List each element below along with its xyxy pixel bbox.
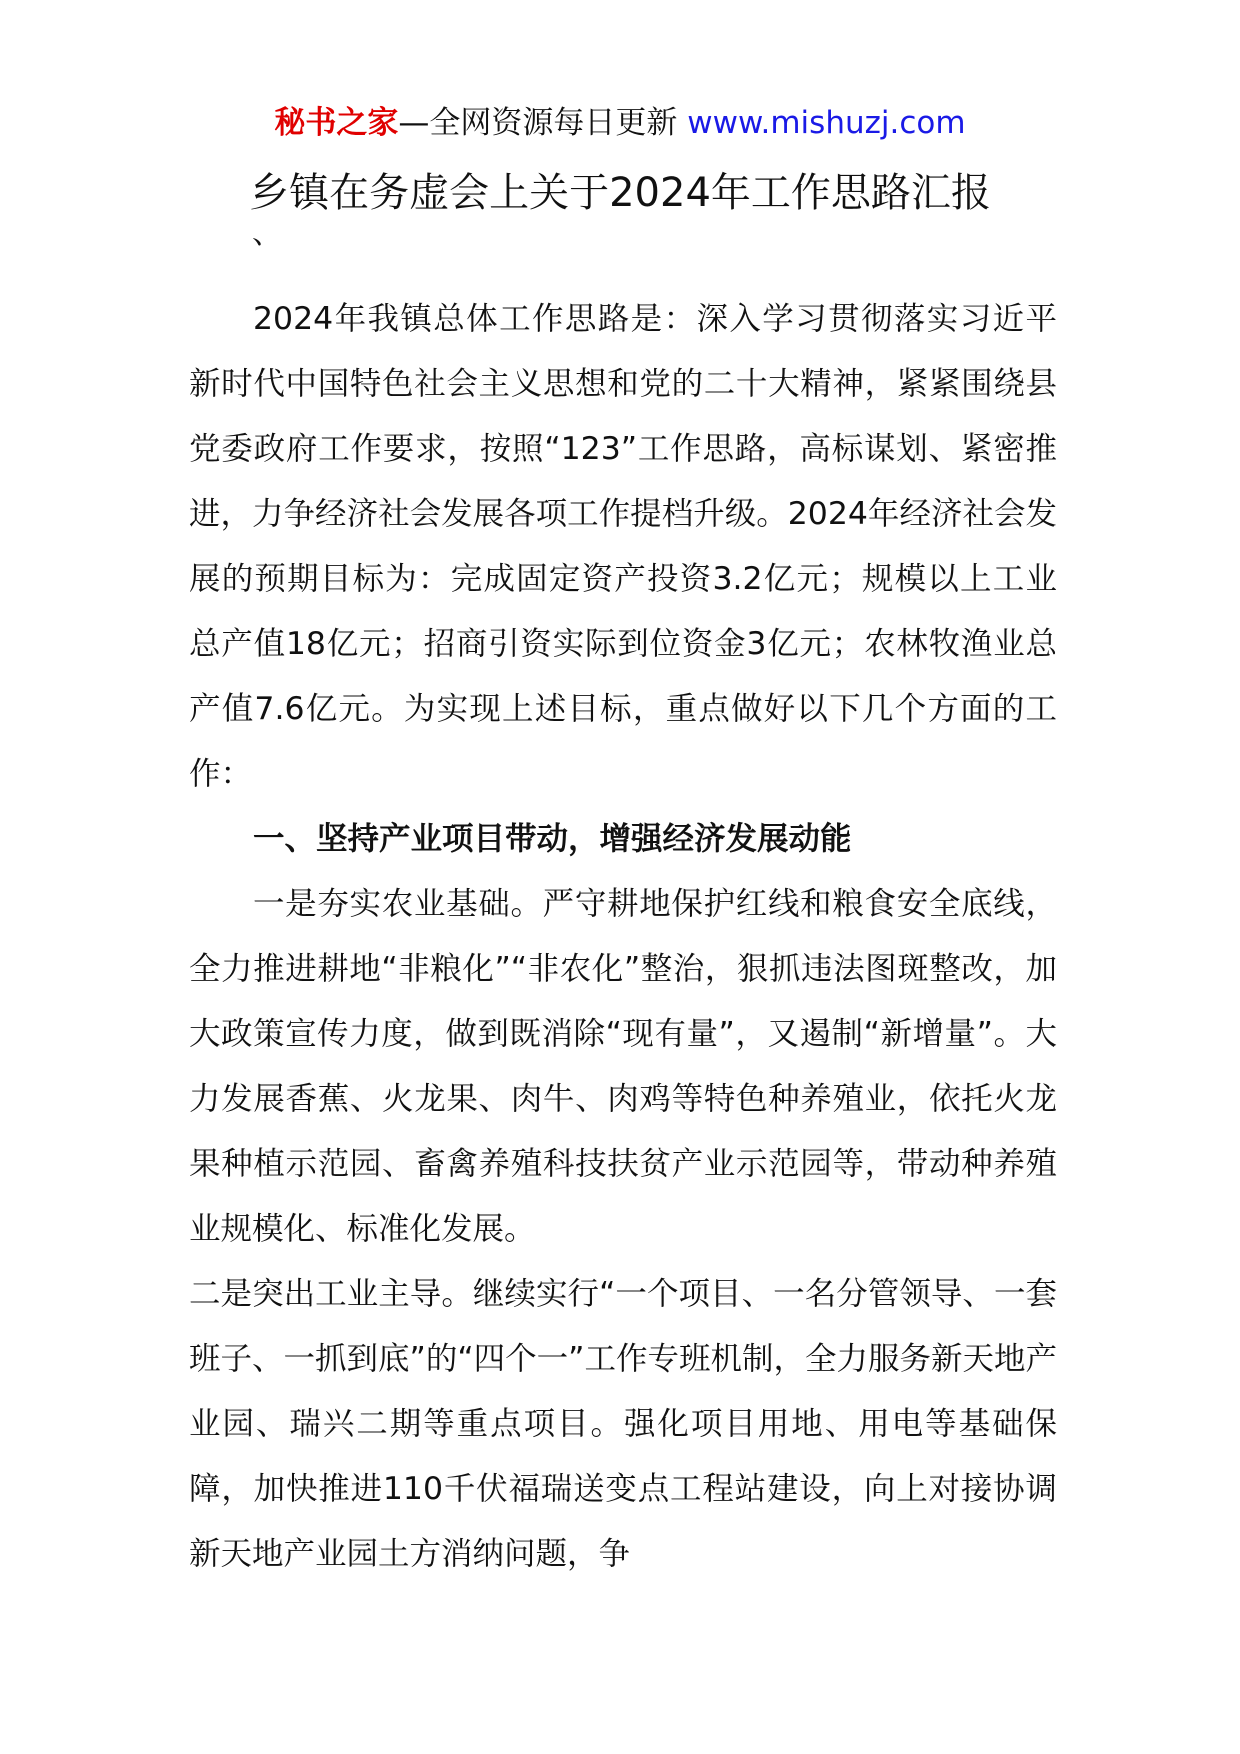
section-2-paragraph: 二是突出工业主导。继续实行“一个项目、一名分管领导、一套班子、一抓到底”的“四个一”工作专班机制，全力服务新天地产业园、瑞兴二期等重点项目。强化项目用地、用电等基础保障，加快推进110千伏福瑞送变点工程站建设，向上对接协调新天地产业园土方消纳问题，争	[189, 1276, 1057, 1572]
document-body	[189, 287, 1057, 1587]
stray-punctuation: 、	[252, 216, 282, 251]
document-title: 乡镇在务虚会上关于2024年工作思路汇报	[249, 170, 991, 216]
section-1-paragraph: 一是夯实农业基础。严守耕地保护红线和粮食安全底线，全力推进耕地“非粮化”“非农化”整治，狠抓违法图斑整改，加大政策宣传力度，做到既消除“现有量”，又遏制“新增量”。大力发展香蕉、火龙果、肉牛、肉鸡等特色种养殖业，依托火龙果种植示范园、畜禽养殖科技扶贫产业示范园等，带动种养殖业规模化、标准化发展。	[189, 886, 1057, 1247]
intro-paragraph: 2024年我镇总体工作思路是：深入学习贯彻落实习近平新时代中国特色社会主义思想和党的二十大精神，紧紧围绕县党委政府工作要求，按照“123”工作思路，高标谋划、紧密推进，力争经济社会发展各项工作提档升级。2024年经济社会发展的预期目标为：完成固定资产投资3.2亿元；规模以上工业总产值18亿元；招商引资实际到位资金3亿元；农林牧渔业总产值7.6亿元。为实现上述目标，重点做好以下几个方面的工作：	[189, 301, 1057, 792]
site-url-link[interactable]: www.mishuzj.com	[687, 105, 966, 141]
section-heading-1: 一、坚持产业项目带动，增强经济发展动能	[253, 821, 852, 857]
site-slogan: —全网资源每日更新	[398, 105, 688, 141]
site-header	[0, 100, 1240, 146]
site-brand: 秘书之家	[274, 105, 399, 141]
